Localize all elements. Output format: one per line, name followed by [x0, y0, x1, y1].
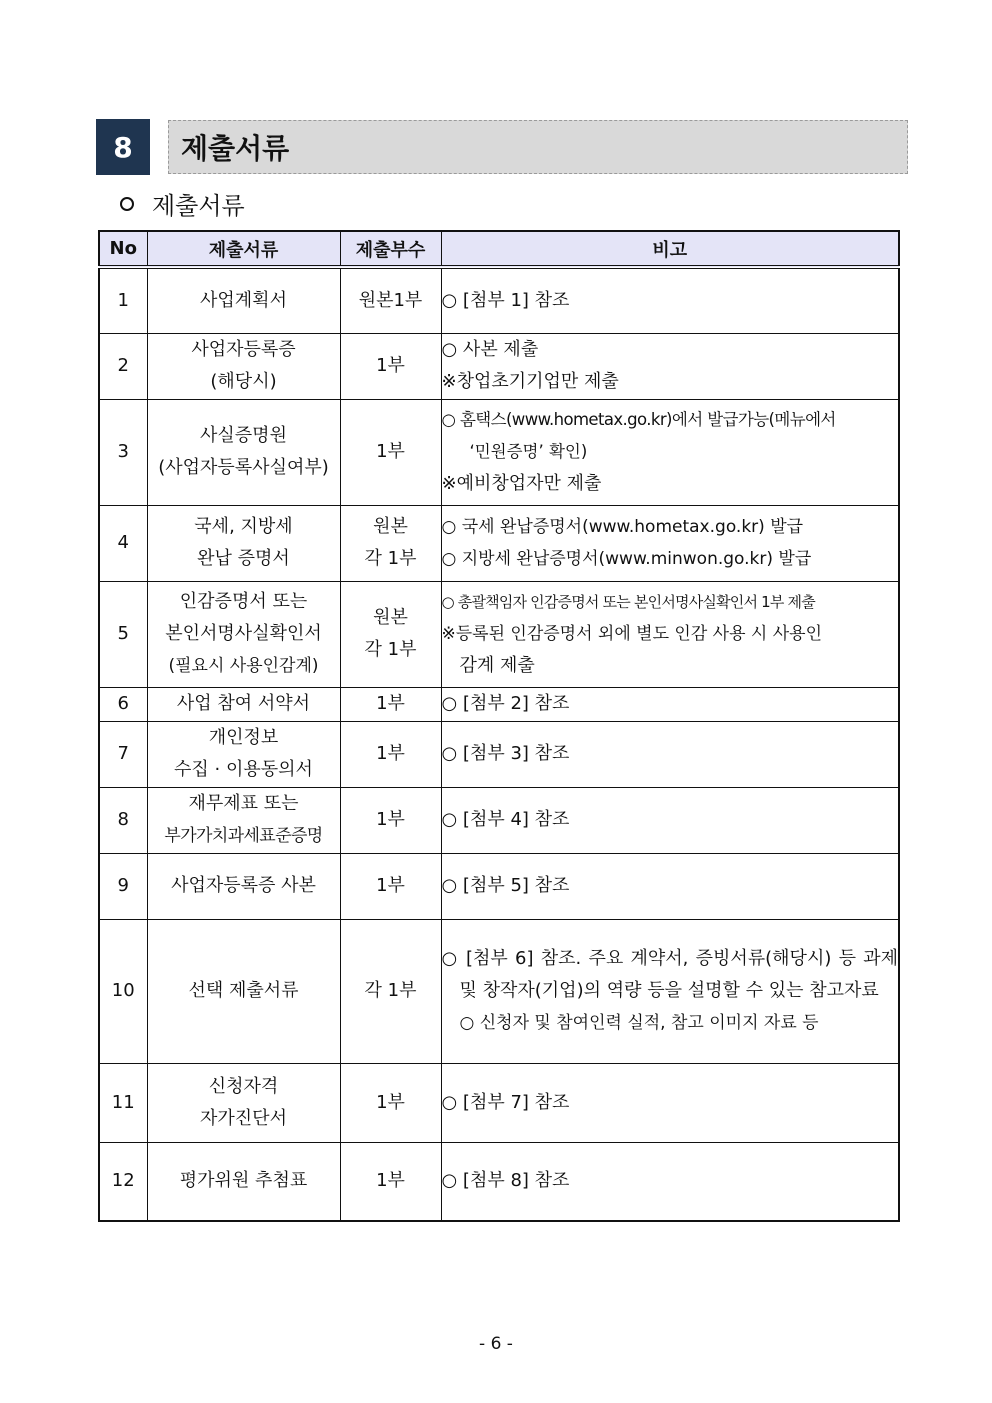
section-number: 8 — [96, 119, 150, 175]
table-row — [99, 399, 899, 505]
documents-table — [98, 230, 900, 1222]
table-row — [99, 1063, 899, 1142]
row-no: 1 — [99, 267, 147, 333]
row-copies: 1부 — [340, 1142, 441, 1221]
row-copies: 원본 각 1부 — [340, 505, 441, 581]
table-row — [99, 721, 899, 787]
row-notes: ○ [첨부 3] 참조 — [441, 721, 899, 787]
row-notes: ○ [첨부 5] 참조 — [441, 853, 899, 919]
subheading — [120, 186, 245, 221]
row-no: 6 — [99, 687, 147, 721]
row-notes: ○ 총괄책임자 인감증명서 또는 본인서명사실확인서 1부 제출 ※등록된 인감증명서 외에 별도 인감 사용 시 사용인 감계 제출 — [441, 581, 899, 687]
row-document: 사업계획서 — [147, 267, 340, 333]
section-title: 제출서류 — [168, 120, 908, 174]
row-copies: 원본1부 — [340, 267, 441, 333]
row-copies: 1부 — [340, 1063, 441, 1142]
header-copies: 제출부수 — [340, 231, 441, 267]
header-notes: 비고 — [441, 231, 899, 267]
table-row — [99, 581, 899, 687]
row-notes: ○ 국세 완납증명서(www.hometax.go.kr) 발급 ○ 지방세 완납증명서(www.minwon.go.kr) 발급 — [441, 505, 899, 581]
row-copies: 1부 — [340, 399, 441, 505]
row-document: 개인정보 수집 · 이용동의서 — [147, 721, 340, 787]
header-no: No — [99, 231, 147, 267]
row-no: 5 — [99, 581, 147, 687]
row-document: 사업자등록증 사본 — [147, 853, 340, 919]
row-no: 11 — [99, 1063, 147, 1142]
row-notes: ○ [첨부 4] 참조 — [441, 787, 899, 853]
table-row — [99, 333, 899, 399]
row-no: 2 — [99, 333, 147, 399]
row-no: 8 — [99, 787, 147, 853]
row-notes: ○ [첨부 7] 참조 — [441, 1063, 899, 1142]
row-document: 선택 제출서류 — [147, 919, 340, 1063]
row-notes: ○ 홈택스(www.hometax.go.kr)에서 발급가능(메뉴에서 ‘민원증명’ 확인) ※예비창업자만 제출 — [441, 399, 899, 505]
row-copies: 1부 — [340, 853, 441, 919]
row-document: 신청자격 자가진단서 — [147, 1063, 340, 1142]
row-no: 10 — [99, 919, 147, 1063]
table-row — [99, 853, 899, 919]
table-row — [99, 687, 899, 721]
table-row — [99, 919, 899, 1063]
row-no: 3 — [99, 399, 147, 505]
subheading-text: 제출서류 — [152, 192, 245, 220]
row-no: 7 — [99, 721, 147, 787]
row-document: 평가위원 추첨표 — [147, 1142, 340, 1221]
row-copies: 1부 — [340, 687, 441, 721]
row-notes: ○ [첨부 6] 참조. 주요 계약서, 증빙서류(해당시) 등 과제 및 창작자(기업)의 역량 등을 설명할 수 있는 참고자료 ○ 신청자 및 참여인력 실적, 참고 이미지 자료 등 — [441, 919, 899, 1063]
row-notes: ○ [첨부 1] 참조 — [441, 267, 899, 333]
row-document: 사업자등록증 (해당시) — [147, 333, 340, 399]
row-document: 인감증명서 또는 본인서명사실확인서 (필요시 사용인감계) — [147, 581, 340, 687]
row-notes: ○ [첨부 8] 참조 — [441, 1142, 899, 1221]
table-row — [99, 505, 899, 581]
header-document: 제출서류 — [147, 231, 340, 267]
row-copies: 1부 — [340, 787, 441, 853]
table-header-row — [99, 231, 899, 267]
row-document: 사실증명원 (사업자등록사실여부) — [147, 399, 340, 505]
row-copies: 1부 — [340, 333, 441, 399]
row-document: 국세, 지방세 완납 증명서 — [147, 505, 340, 581]
row-document: 사업 참여 서약서 — [147, 687, 340, 721]
row-copies: 1부 — [340, 721, 441, 787]
row-no: 12 — [99, 1142, 147, 1221]
row-document: 재무제표 또는 부가가치과세표준증명 — [147, 787, 340, 853]
row-copies: 원본 각 1부 — [340, 581, 441, 687]
table-row — [99, 267, 899, 333]
row-no: 9 — [99, 853, 147, 919]
row-copies: 각 1부 — [340, 919, 441, 1063]
row-notes: ○ [첨부 2] 참조 — [441, 687, 899, 721]
page-number: - 6 - — [479, 1334, 513, 1354]
table-row — [99, 1142, 899, 1221]
circle-bullet-icon — [120, 197, 134, 211]
row-notes: ○ 사본 제출 ※창업초기기업만 제출 — [441, 333, 899, 399]
row-no: 4 — [99, 505, 147, 581]
table-row — [99, 787, 899, 853]
